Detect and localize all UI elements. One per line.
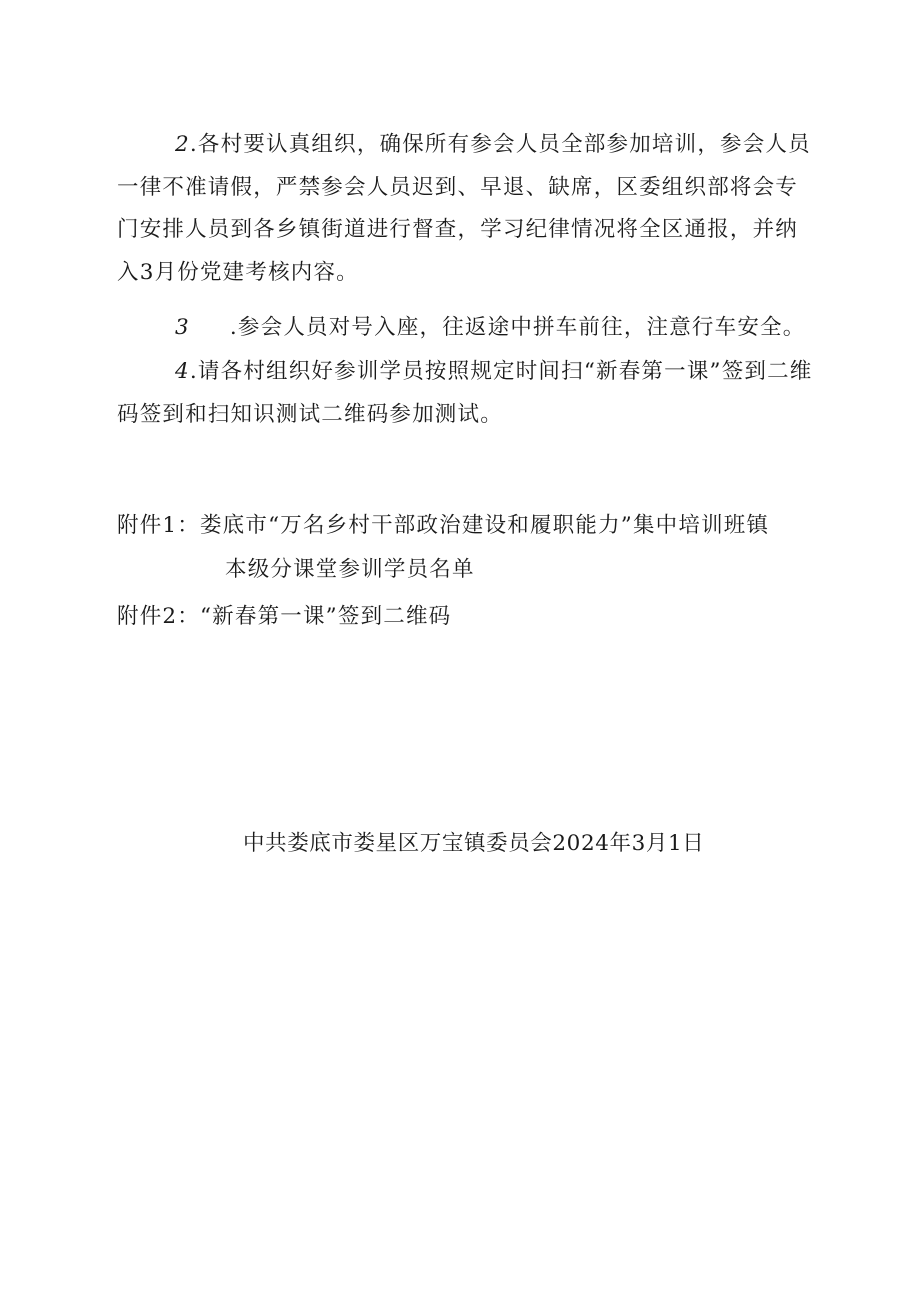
issuer-and-date: 中共娄底市娄星区万宝镇委员会2024年3月1日 (243, 831, 705, 856)
item-number: 3 (175, 315, 190, 340)
notice-item-4 (117, 351, 817, 436)
item-number: 2 (175, 132, 190, 157)
item-text: .请各村组织好参训学员按照规定时间扫“新春第一课”签到二维码签到和扫知识测试二维码参加测试。 (117, 359, 813, 427)
item-text: .参会人员对号入座，往返途中拼车前往，注意行车安全。 (229, 315, 806, 340)
item-text: .各村要认真组织，确保所有参会人员全部参加培训，参会人员一律不准请假，严禁参会人员迟到、早退、缺席，区委组织部将会专门安排人员到各乡镇街道进行督查，学习纪律情况将全区通报，并纳入3月份党建考核内容。 (117, 132, 811, 285)
notice-item-2 (117, 124, 817, 294)
attachment-2-title: 附件2：“新春第一课”签到二维码 (117, 604, 452, 629)
attachment-1-title: 附件1：娄底市“万名乡村干部政治建设和履职能力”集中培训班镇 (117, 513, 770, 538)
notice-item-3 (117, 307, 817, 350)
attachment-1-title-continued: 本级分课堂参训学员名单 (225, 557, 475, 582)
item-number: 4 (175, 359, 190, 384)
